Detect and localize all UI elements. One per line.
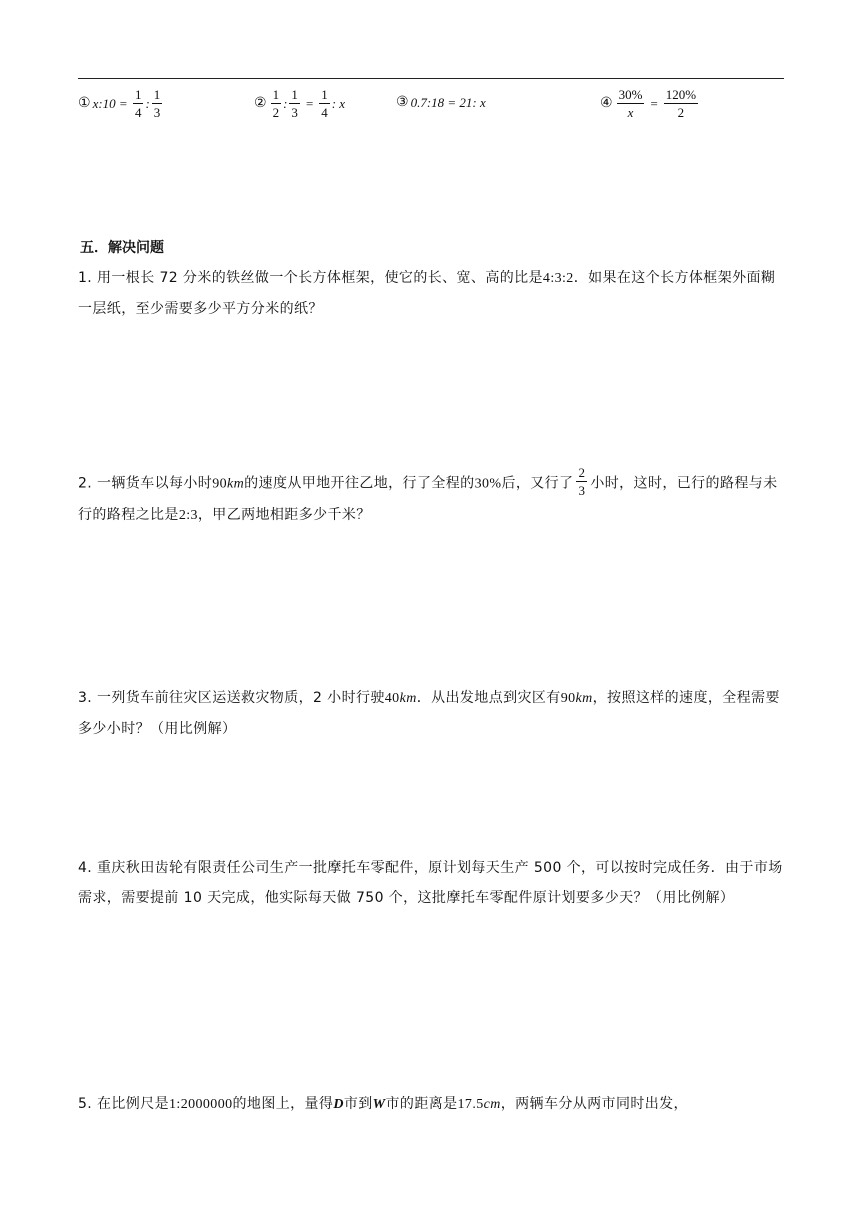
equation-3 bbox=[396, 94, 486, 111]
fraction: $\frac{1}{3}$ bbox=[153, 87, 161, 120]
equation-number: ④ bbox=[600, 96, 613, 111]
equation-number: ① bbox=[78, 96, 91, 111]
fraction: $\frac{30\%}{x}$ bbox=[618, 87, 643, 120]
equation-2 bbox=[254, 88, 345, 119]
equals-sign: = bbox=[646, 95, 662, 111]
fraction: $\frac{1}{2}$ bbox=[272, 87, 280, 120]
problem-3: 3. 一列货车前往灾区运送救灾物质，2 小时行驶40km．从出发地点到灾区有90km，按照这样的速度，全程需要多少小时？（用比例解） bbox=[78, 690, 780, 737]
fraction: $\frac{1}{4}$ bbox=[134, 87, 142, 120]
problem-1: 1. 用一根长 72 分米的铁丝做一个长方体框架，使它的长、宽、高的比是4:3:2．如果在这个长方体框架外面糊一层纸，至少需要多少平方分米的纸？ bbox=[78, 270, 776, 317]
equation-4 bbox=[600, 88, 700, 119]
fraction: $\frac{1}{4}$ bbox=[321, 87, 328, 120]
top-rule bbox=[78, 78, 784, 79]
equation-text: 0.7:18 = 21: x bbox=[410, 94, 486, 110]
fraction: $\frac{2}{3}$ bbox=[578, 465, 586, 498]
colon: : bbox=[283, 95, 288, 111]
problem-4: 4. 重庆秋田齿轮有限责任公司生产一批摩托车零配件，原计划每天生产 500 个，可以按时完成任务．由于市场需求，需要提前 10 天完成，他实际每天做 750 个，这批摩托车零配件原计划要多少天？（用比例解） bbox=[78, 860, 783, 906]
problem-5: 5. 在比例尺是1:2000000的地图上，量得D市到W市的距离是17.5cm，两辆车分从两市同时出发， bbox=[78, 1096, 688, 1112]
colon: : bbox=[145, 95, 150, 111]
equation-text: : x bbox=[331, 95, 346, 111]
problem-2: 2. 一辆货车以每小时90km的速度从甲地开往乙地，行了全程的30%后，又行了 $\frac{2}{3}$ 小时，这时，已行的路程与未行的路程之比是2:3，甲乙两地相距多少千米？ bbox=[78, 465, 778, 523]
equals-sign: = bbox=[301, 95, 318, 111]
equation-1 bbox=[78, 88, 164, 119]
equation-number: ② bbox=[254, 96, 267, 111]
equation-number: ③ bbox=[396, 95, 409, 110]
fraction: $\frac{1}{3}$ bbox=[291, 87, 298, 120]
equation-text: x:10 = bbox=[92, 95, 131, 111]
fraction: $\frac{120\%}{2}$ bbox=[665, 87, 697, 120]
section-title: 五．解决问题 bbox=[80, 240, 164, 256]
